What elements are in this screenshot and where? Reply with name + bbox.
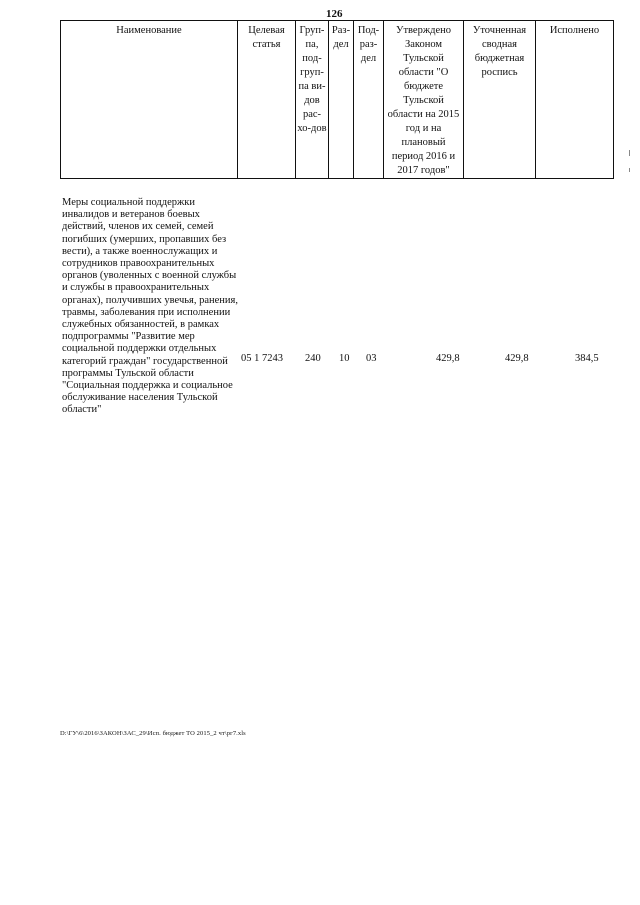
header-name: Наименование: [61, 21, 238, 179]
header-refined: Уточненная сводная бюджетная роспись: [464, 21, 536, 179]
footer-file-path: D:\ГУ\6\2016\ЗАКОН\ЗАС_29\Исп. бюджет ТО 2015_2 чт\рг7.xls: [60, 730, 246, 737]
row-name: Меры социальной поддержки инвалидов и ветеранов боевых действий, членов их семей, семей погибших (умерших, пропавших без вести), а также военнослужащих и сотрудников правоохранительных органов (уволенных с военной службы и службы в правоохранительных органах), получивших увечья, ранения, травмы, заболевания при исполнении служебных обязанностей, в рамках подпрограммы "Развитие мер социальной поддержки отдельных категорий граждан" государственной программы Тульской области "Социальная поддержка и социальное обслуживание населения Тульской области": [62, 197, 238, 416]
row-target-article: 05 1 7243: [241, 353, 283, 364]
header-approved: Утверждено Законом Тульской области "О бюджете Тульской области на 2015 год и на плановый период 2016 и 2017 годов": [384, 21, 464, 179]
row-subsection: 03: [366, 353, 377, 364]
row-executed: 384,5: [575, 353, 599, 364]
row-section: 10: [339, 353, 350, 364]
page-number: 126: [326, 8, 343, 20]
scan-mark: [629, 150, 630, 156]
row-approved: 429,8: [436, 353, 460, 364]
header-target-article: Целевая статья: [238, 21, 296, 179]
header-section: Раз-дел: [329, 21, 354, 179]
row-expense-group: 240: [305, 353, 321, 364]
header-expense-group: Груп-па, под-груп-па ви-дов рас-хо-дов: [296, 21, 329, 179]
header-executed: Исполнено: [536, 21, 614, 179]
scan-mark: [629, 168, 630, 172]
table-header: [60, 20, 614, 179]
header-subsection: Под-раз-дел: [354, 21, 384, 179]
row-refined: 429,8: [505, 353, 529, 364]
